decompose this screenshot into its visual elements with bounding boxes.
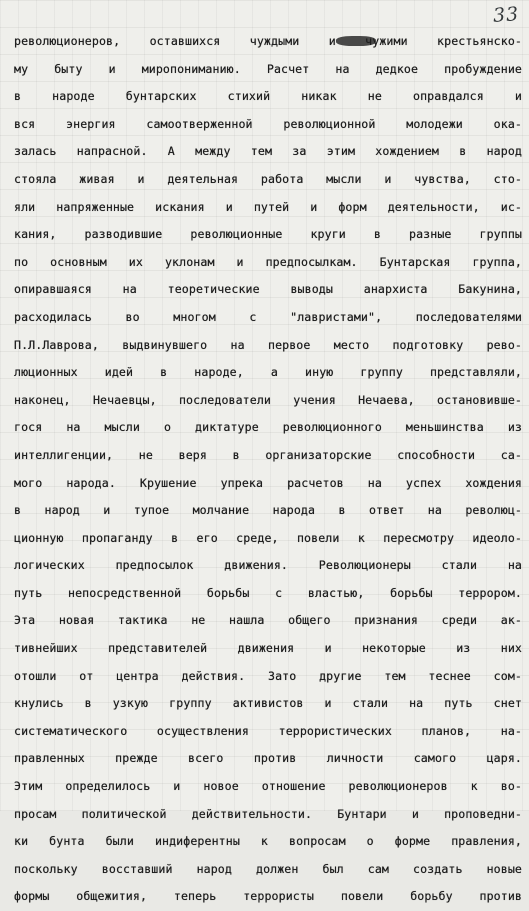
text-line: Этим определилось и новое отношение революционеров к во- <box>14 779 522 794</box>
text-line: му быту и миропониманию. Расчет на дедкое пробуждение <box>14 61 522 76</box>
text-line: кнулись в узкую группу активистов и стали на путь снет <box>14 696 522 711</box>
text-line: систематического осуществления террористических планов, на- <box>14 723 522 738</box>
text-line: Эта новая тактика не нашла общего признания среди ак- <box>14 613 522 628</box>
text-line: стояла живая и деятельная работа мысли и чувства, сто- <box>14 171 522 186</box>
text-line: ки бунта были индиферентны к вопросам о форме правления, <box>14 834 522 849</box>
text-line: опиравшаяся на теоретические выводы анархиста Бакунина, <box>14 282 522 297</box>
text-line: формы общежития, теперь террористы повели борьбу против <box>14 889 522 904</box>
typed-text-block <box>14 28 522 911</box>
text-line: кания, разводившие революционные круги в разные группы <box>14 227 522 242</box>
text-line: ционную пропаганду в его среде, повели к пересмотру идеоло- <box>14 530 522 545</box>
text-line: правленных прежде всего против личности самого царя. <box>14 751 522 766</box>
text-line: расходилась во многом с "лавристами", последователями <box>14 309 522 324</box>
text-line: в народе бунтарских стихий никак не оправдался и <box>14 89 522 104</box>
text-line: логических предпосылок движения. Революционеры стали на <box>14 558 522 573</box>
text-line: гося на мысли о диктатуре революционного меньшинства из <box>14 420 522 435</box>
page-number: 33 <box>492 3 520 27</box>
text-line: люционных идей в народе, а иную группу представляли, <box>14 365 522 380</box>
text-line: наконец, Нечаевцы, последователи учения Нечаева, остановивше- <box>14 392 522 407</box>
text-line: революционеров, оставшихся чуждыми и чужими крестьянско- <box>14 34 522 48</box>
text-line: в народ и тупое молчание народа в ответ на революц- <box>14 503 522 518</box>
text-line: П.Л.Лаврова, выдвинувшего на первое место подготовку рево- <box>14 337 522 352</box>
text-line: тивнейших представителей движения и некоторые из них <box>14 641 522 656</box>
text-line: по основным их уклонам и предпосылкам. Бунтарская группа, <box>14 254 522 269</box>
text-line: залась напрасной. А между тем за этим хождением в народ <box>14 144 522 159</box>
text-line: путь непосредственной борьбы с властью, борьбы террором. <box>14 585 522 600</box>
text-line: отошли от центра действия. Зато другие тем теснее сом- <box>14 668 522 683</box>
text-line: мого народа. Крушение упрека расчетов на успех хождения <box>14 475 522 490</box>
text-line: просам политической действительности. Бунтари и проповедни- <box>14 806 522 821</box>
text-line: яли напряженные искания и путей и форм деятельности, ис- <box>14 199 522 214</box>
text-line: интеллигенции, не веря в организаторские способности са- <box>14 447 522 462</box>
text-line: вся энергия самоотверженной революционной молодежи ока- <box>14 116 522 131</box>
text-line: поскольку восставший народ должен был сам создать новые <box>14 861 522 876</box>
